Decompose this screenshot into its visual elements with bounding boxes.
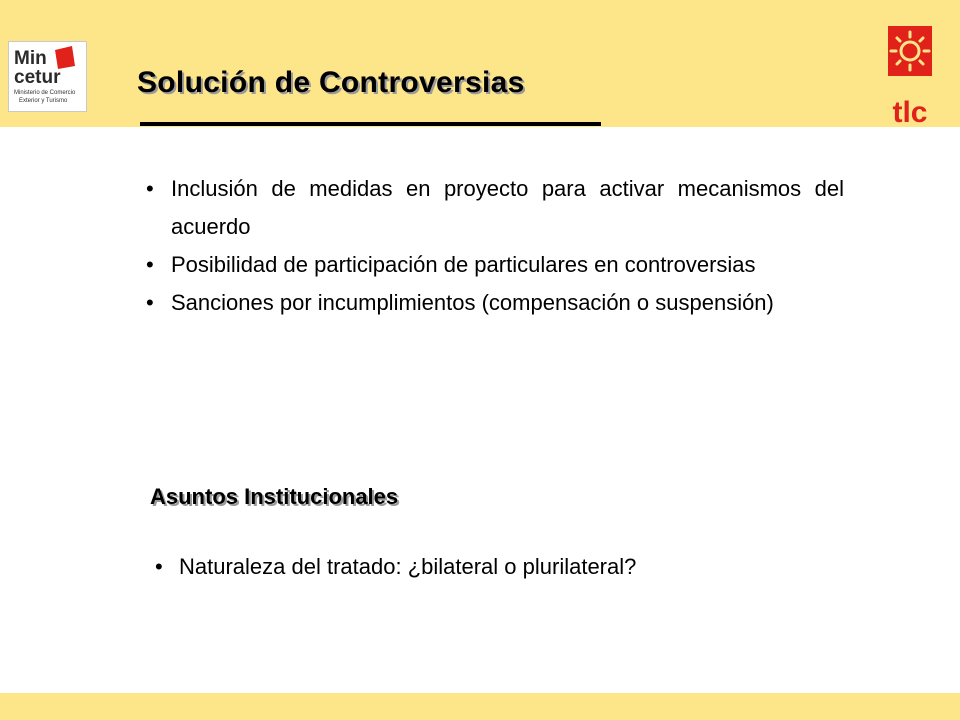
sub-bullet-list bbox=[155, 548, 855, 586]
logo-flag-shape bbox=[55, 46, 75, 69]
logo-caption-line2: Exterior y Turismo bbox=[19, 98, 68, 104]
logo-text-min: Min bbox=[14, 48, 47, 69]
bullet-list bbox=[144, 170, 844, 322]
footer-band bbox=[0, 693, 960, 720]
logo-caption-line1: Ministerio de Comercio bbox=[14, 90, 76, 96]
bullet-item: • Naturaleza del tratado: ¿bilateral o plurilateral? bbox=[155, 548, 855, 586]
tlc-logo bbox=[880, 20, 940, 130]
bullet-item: • Inclusión de medidas en proyecto para activar mecanismos del acuerdo bbox=[144, 170, 844, 246]
bullet-item: • Posibilidad de participación de particulares en controversias bbox=[144, 246, 844, 284]
bullet-item: • Sanciones por incumplimientos (compensación o suspensión) bbox=[144, 284, 844, 322]
tlc-text: tlc bbox=[892, 96, 928, 129]
title-underline bbox=[140, 122, 601, 126]
slide-title: Solución de Controversias bbox=[137, 66, 525, 99]
logo-text-cetur: cetur bbox=[14, 67, 61, 88]
section-subtitle: Asuntos Institucionales bbox=[150, 484, 399, 509]
header-band bbox=[0, 0, 960, 127]
mincetur-logo bbox=[8, 41, 87, 112]
